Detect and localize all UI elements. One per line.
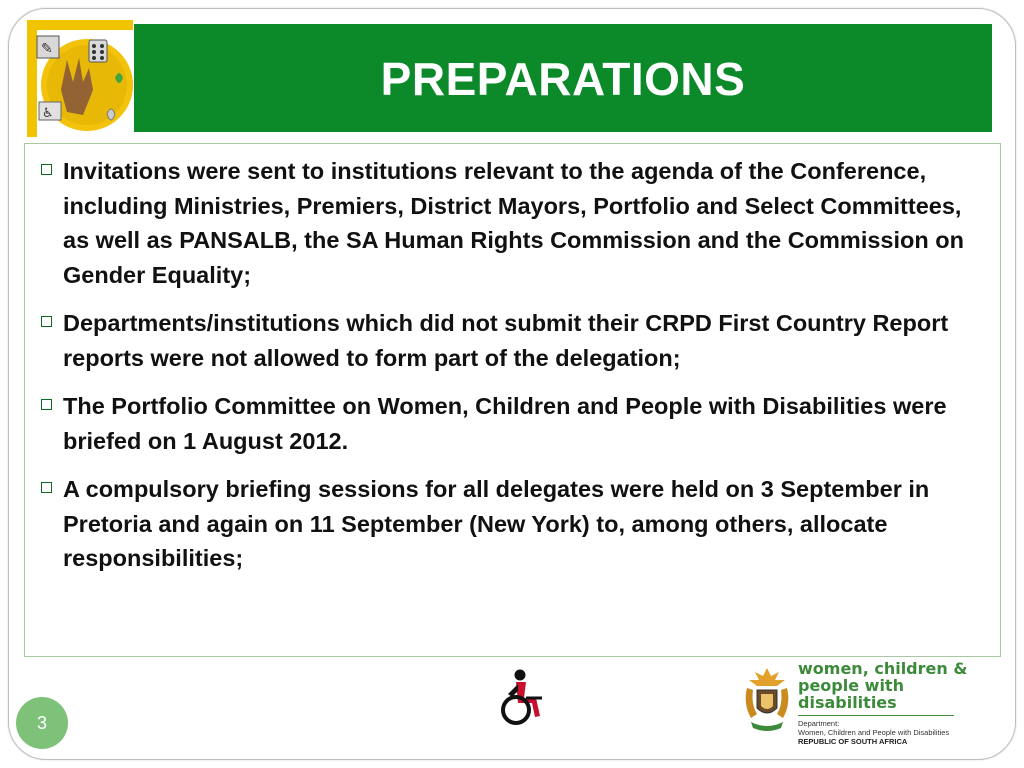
page-number-badge: 3	[16, 697, 68, 749]
square-bullet-icon	[41, 399, 52, 410]
svg-text:♿: ♿	[42, 105, 54, 120]
square-bullet-icon	[41, 316, 52, 327]
dept-full-name: Women, Children and People with Disabilities	[798, 728, 950, 737]
bullet-text: The Portfolio Committee on Women, Children and People with Disabilities were briefed on 1 August 2012.	[63, 393, 947, 454]
page-title: PREPARATIONS	[380, 53, 746, 105]
list-item	[63, 154, 980, 292]
bullet-text: A compulsory briefing sessions for all delegates were held on 3 September in Pretoria and again on 11 September (New York) to, among others, allocate responsibilities;	[63, 476, 930, 571]
bullet-text: Departments/institutions which did not submit their CRPD First Country Report reports were not allowed to form part of the delegation;	[63, 310, 949, 371]
square-bullet-icon	[41, 164, 52, 175]
title-bar	[134, 24, 992, 132]
department-logo-text	[798, 660, 968, 746]
content-box	[24, 143, 1001, 657]
dept-name-line2: people with disabilities	[798, 676, 904, 712]
list-item	[63, 472, 980, 576]
wheelchair-icon	[496, 668, 546, 726]
bullet-text: Invitations were sent to institutions relevant to the agenda of the Conference, including Ministries, Premiers, District Mayors, Portfolio and Select Committees, as well as PANSALB, the SA Human Rights Commission and the Commission on Gender Equality;	[63, 158, 964, 288]
dept-label: Department:	[798, 719, 840, 728]
list-item	[63, 389, 980, 458]
dept-name-line1: women, children &	[798, 659, 968, 678]
conference-logo-icon	[27, 20, 133, 137]
svg-text:✎: ✎	[41, 41, 53, 57]
dept-country: REPUBLIC OF SOUTH AFRICA	[798, 737, 908, 746]
list-item	[63, 306, 980, 375]
dept-divider	[798, 715, 954, 716]
square-bullet-icon	[41, 482, 52, 493]
coat-of-arms-icon	[741, 664, 793, 736]
